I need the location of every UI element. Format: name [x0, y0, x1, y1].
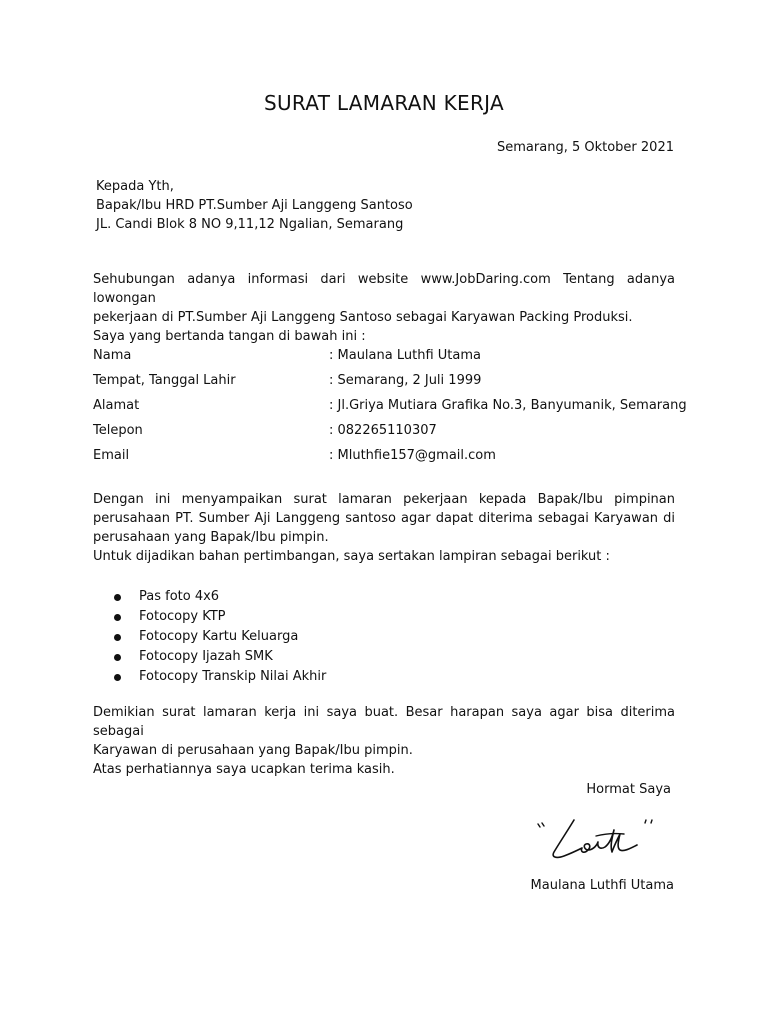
detail-row-phone — [93, 421, 693, 446]
list-item — [113, 647, 326, 667]
intro-paragraph — [93, 270, 675, 346]
intro-line: Sehubungan adanya informasi dari website www.JobDaring.com Tentang adanya lowongan — [93, 272, 675, 306]
body-line: Untuk dijadikan bahan pertimbangan, saya sertakan lampiran sebagai berikut : — [93, 549, 610, 564]
body-paragraph — [93, 490, 675, 566]
list-item — [113, 667, 326, 687]
detail-row-name — [93, 346, 693, 371]
detail-row-address — [93, 396, 693, 421]
list-item — [113, 607, 326, 627]
list-item-text: Fotocopy Kartu Keluarga — [139, 629, 299, 644]
letter-date: Semarang, 5 Oktober 2021 — [497, 140, 674, 155]
signer-name: Maulana Luthfi Utama — [530, 878, 674, 893]
detail-value: : Mluthfie157@gmail.com — [329, 448, 496, 463]
signature-icon — [534, 812, 664, 868]
intro-line: Saya yang bertanda tangan di bawah ini : — [93, 329, 366, 344]
letter-title: SURAT LAMARAN KERJA — [263, 91, 504, 115]
detail-label: Tempat, Tanggal Lahir — [93, 373, 236, 388]
applicant-details — [93, 346, 693, 471]
detail-label: Nama — [93, 348, 132, 363]
regards-text: Hormat Saya — [586, 782, 671, 797]
bullet-icon — [114, 614, 121, 621]
body-line: Dengan ini menyampaikan surat lamaran pekerjaan kepada Bapak/Ibu pimpinan — [93, 492, 675, 507]
attachment-list — [113, 587, 326, 687]
closing-line: Karyawan di perusahaan yang Bapak/Ibu pimpin. — [93, 743, 413, 758]
recipient-address: JL. Candi Blok 8 NO 9,11,12 Ngalian, Semarang — [96, 217, 404, 232]
list-item-text: Pas foto 4x6 — [139, 589, 220, 604]
bullet-icon — [114, 594, 121, 601]
list-item-text: Fotocopy KTP — [139, 609, 226, 624]
recipient-greeting: Kepada Yth, — [96, 179, 174, 194]
closing-line: Atas perhatiannya saya ucapkan terima kasih. — [93, 762, 395, 777]
bullet-icon — [114, 674, 121, 681]
recipient-block — [96, 177, 696, 234]
detail-value: : Semarang, 2 Juli 1999 — [329, 373, 482, 388]
recipient-name: Bapak/Ibu HRD PT.Sumber Aji Langgeng Santoso — [96, 198, 413, 213]
detail-row-email — [93, 446, 693, 471]
list-item — [113, 587, 326, 607]
body-line: perusahaan yang Bapak/Ibu pimpin. — [93, 530, 329, 545]
body-line: perusahaan PT. Sumber Aji Langgeng santoso agar dapat diterima sebagai Karyawan di — [93, 511, 675, 526]
detail-value: : 082265110307 — [329, 423, 437, 438]
bullet-icon — [114, 654, 121, 661]
closing-line: Demikian surat lamaran kerja ini saya buat. Besar harapan saya agar bisa diterima sebagai — [93, 705, 675, 739]
closing-paragraph — [93, 703, 675, 779]
bullet-icon — [114, 634, 121, 641]
detail-value: : Maulana Luthfi Utama — [329, 348, 481, 363]
detail-label: Telepon — [93, 423, 143, 438]
detail-row-birth — [93, 371, 693, 396]
detail-value: : Jl.Griya Mutiara Grafika No.3, Banyumanik, Semarang — [329, 398, 687, 413]
detail-label: Email — [93, 448, 130, 463]
detail-label: Alamat — [93, 398, 140, 413]
list-item-text: Fotocopy Ijazah SMK — [139, 649, 273, 664]
list-item — [113, 627, 326, 647]
list-item-text: Fotocopy Transkip Nilai Akhir — [139, 669, 327, 684]
intro-line: pekerjaan di PT.Sumber Aji Langgeng Santoso sebagai Karyawan Packing Produksi. — [93, 310, 633, 325]
